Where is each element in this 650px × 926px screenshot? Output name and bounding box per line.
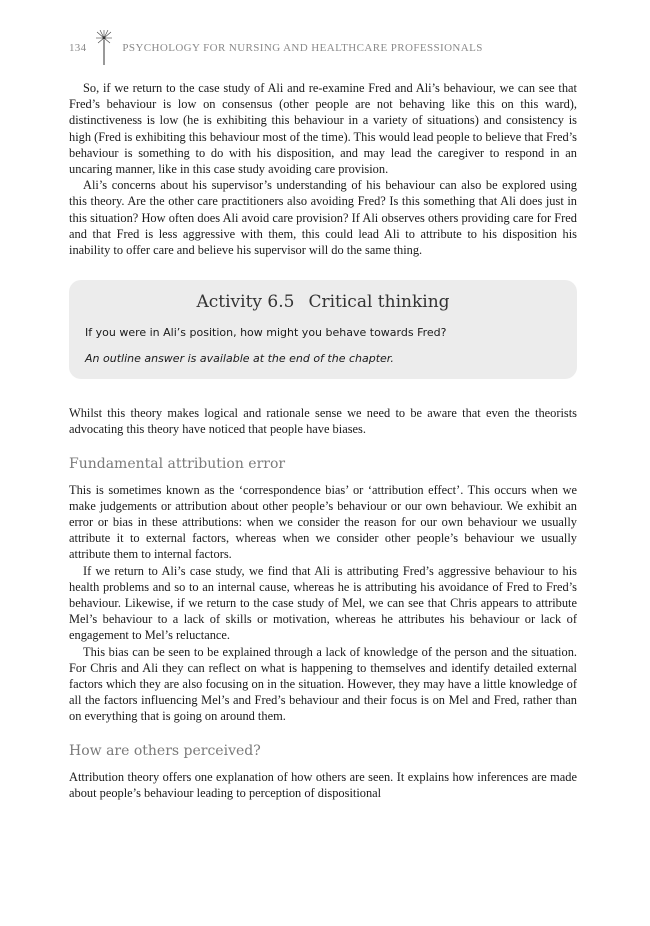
activity-label: Critical thinking	[308, 292, 450, 313]
paragraph: So, if we return to the case study of Ali and re-examine Fred and Ali’s behaviour, we can see that Fred’s behaviour is low on consensus (other people are not behaving like this on this ward), distinctiveness is low (he is exhibiting this behaviour in a variety of situations) and consistency is high (Fred is exhibiting this behaviour most of the time). This would lead people to believe that Fred’s behaviour is something to do with his disposition, and may lead the caregiver to respond in an uncaring manner, like in this case study avoiding care provision.	[69, 81, 577, 177]
activity-number: Activity 6.5	[196, 292, 295, 313]
running-title: PSYCHOLOGY FOR NURSING AND HEALTHCARE PROFESSIONALS	[122, 42, 483, 54]
activity-note: An outline answer is available at the end of the chapter.	[85, 352, 394, 366]
page-header	[69, 30, 589, 66]
activity-question: If you were in Ali’s position, how might you behave towards Fred?	[85, 326, 447, 340]
activity-title	[85, 292, 561, 312]
paragraph: This bias can be seen to be explained through a lack of knowledge of the person and the situation. For Chris and Ali they can reflect on what is happening to themselves and identify detailed external factors which they are also focusing on in the situation. However, they may have a little knowledge of all the factors influencing Mel’s and Fred’s behaviour and their focus is on Mel and Fred, rather than on everything that is going on around them.	[69, 644, 577, 724]
paragraph: Attribution theory offers one explanation of how others are seen. It explains how inferences are made about people’s behaviour leading to perception of dispositional	[69, 769, 577, 800]
page-number: 134	[69, 42, 87, 54]
paragraph: This is sometimes known as the ‘correspondence bias’ or ‘attribution effect’. This occurs when we make judgements or attribution about other people’s behaviour or our own behaviour. We exhibit an error or bias in these attributions: when we consider the reason for our own behaviour we usually attribute it to external factors, whereas when we consider other people’s behaviour we usually attribute them to internal factors.	[69, 482, 577, 562]
paragraph: Ali’s concerns about his supervisor’s understanding of his behaviour can also be explored using this theory. Are the other care practitioners also avoiding Fred? Is this something that Ali does just in this situation? How often does Ali avoid care provision? If Ali observes others providing care for Fred and that Fred is less aggressive with them, this could lead Ali to attribute to his disposition his inability to offer care and believe his supervisor will do the same thing.	[69, 178, 577, 258]
section-heading: Fundamental attribution error	[69, 455, 286, 472]
paragraph: If we return to Ali’s case study, we find that Ali is attributing Fred’s aggressive behaviour to his health problems and so to an internal cause, whereas he is attributing his avoidance of Fred to Fred’s behaviour. Likewise, if we return to the case study of Mel, we can see that Chris appears to attribute Mel’s behaviour to a lack of skills or motivation, whereas he attributes his behaviour or lack of engagement to Mel’s reluctance.	[69, 563, 577, 643]
page-content	[69, 80, 577, 801]
dandelion-logo-icon	[94, 30, 114, 66]
activity-box	[69, 280, 577, 379]
paragraph: Whilst this theory makes logical and rationale sense we need to be aware that even the theorists advocating this theory have noticed that people have biases.	[69, 406, 577, 437]
section-heading: How are others perceived?	[69, 742, 261, 759]
